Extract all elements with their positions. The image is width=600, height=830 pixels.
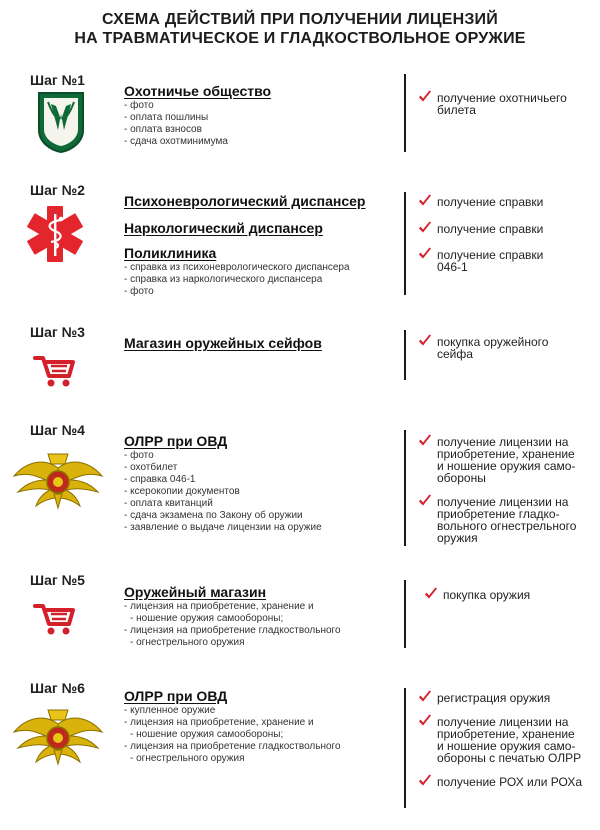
org-psychoneurological-dispensary: Психоневрологический диспансер (124, 193, 366, 209)
shopping-cart-icon (33, 348, 77, 392)
doc-item: - лицензия на приобретение гладкоствольного (124, 625, 341, 637)
doc-item: - оплата взносов (124, 124, 228, 136)
title-line-1: СХЕМА ДЕЙСТВИЙ ПРИ ПОЛУЧЕНИИ ЛИЦЕНЗИЙ (102, 11, 498, 28)
check-icon (418, 774, 432, 788)
required-docs (124, 262, 350, 298)
doc-item: - ксерокопии документов (124, 486, 322, 498)
result-text: билета (437, 103, 476, 117)
doc-item: - лицензия на приобретение гладкоствольного (124, 741, 341, 753)
result-text: регистрация оружия (437, 691, 551, 705)
check-icon (418, 247, 432, 261)
result-text: получение лицензии на (437, 715, 569, 729)
result-text: и ношение оружия само- (437, 459, 576, 473)
result-text: покупка оружия (443, 588, 531, 602)
doc-item: - фото (124, 286, 350, 298)
org-gun-store: Оружейный магазин (124, 584, 267, 600)
result-text: приобретение, хранение (437, 447, 575, 461)
doc-item: - фото (124, 450, 322, 462)
result-text: обороны (437, 471, 486, 485)
required-docs (124, 705, 341, 765)
divider (404, 688, 406, 808)
result-text: обороны с печатью ОЛРР (437, 751, 582, 765)
divider (404, 580, 406, 648)
divider (404, 330, 406, 380)
result-text: получение лицензии на (437, 435, 569, 449)
required-docs (124, 100, 228, 148)
org-licensing-department: ОЛРР при ОВД (124, 433, 228, 449)
doc-item-cont: - ношение оружия самообороны; (124, 613, 341, 625)
hunting-society-emblem-icon (36, 90, 86, 154)
result-text: 046-1 (437, 260, 468, 274)
result-text: получение справки (437, 222, 544, 236)
check-icon (418, 194, 432, 208)
result-text: получение охотничьего (437, 91, 567, 105)
result-text: приобретение гладко- (437, 507, 560, 521)
doc-item: - справка из наркологического диспансера (124, 274, 350, 286)
medical-star-icon (25, 204, 85, 264)
doc-item: - заявление о выдаче лицензии на оружие (124, 522, 322, 534)
doc-item-cont: - огнестрельного оружия (124, 753, 341, 765)
org-safe-store: Магазин оружейных сейфов (124, 335, 322, 351)
step-label: Шаг №3 (30, 324, 85, 340)
result-text: получение справки (437, 248, 544, 262)
doc-item-cont: - огнестрельного оружия (124, 637, 341, 649)
divider (404, 192, 406, 295)
shopping-cart-icon (33, 596, 77, 640)
result-text: и ношение оружия само- (437, 739, 576, 753)
result-text: вольного огнестрельного (437, 519, 577, 533)
doc-item: - оплата квитанций (124, 498, 322, 510)
org-licensing-department: ОЛРР при ОВД (124, 688, 228, 704)
check-icon (418, 434, 432, 448)
step-label: Шаг №4 (30, 422, 85, 438)
doc-item: - лицензия на приобретение, хранение и (124, 717, 341, 729)
step-label: Шаг №2 (30, 182, 85, 198)
doc-item: - лицензия на приобретение, хранение и (124, 601, 341, 613)
page-title (0, 10, 600, 48)
doc-item: - сдача экзамена по Закону об оружии (124, 510, 322, 522)
result-text: покупка оружейного (437, 335, 549, 349)
step-label: Шаг №1 (30, 72, 85, 88)
doc-item: - справка из психоневрологического диспансера (124, 262, 350, 274)
check-icon (418, 334, 432, 348)
check-icon (418, 494, 432, 508)
doc-item: - фото (124, 100, 228, 112)
police-emblem-icon (12, 450, 104, 510)
required-docs (124, 450, 322, 534)
doc-item-cont: - ношение оружия самообороны; (124, 729, 341, 741)
step-label: Шаг №5 (30, 572, 85, 588)
org-narcological-dispensary: Наркологический диспансер (124, 220, 323, 236)
result-text: получение лицензии на (437, 495, 569, 509)
step-label: Шаг №6 (30, 680, 85, 696)
doc-item: - справка 046-1 (124, 474, 322, 486)
doc-item: - сдача охотминимума (124, 136, 228, 148)
police-emblem-icon (12, 706, 104, 766)
check-icon (418, 90, 432, 104)
check-icon (418, 221, 432, 235)
org-hunting-society: Охотничье общество (124, 83, 272, 99)
title-line-2: НА ТРАВМАТИЧЕСКОЕ И ГЛАДКОСТВОЛЬНОЕ ОРУЖИЕ (74, 30, 526, 47)
check-icon (424, 587, 438, 601)
doc-item: - оплата пошлины (124, 112, 228, 124)
required-docs (124, 601, 341, 649)
result-text: получение справки (437, 195, 544, 209)
result-text: сейфа (437, 347, 473, 361)
doc-item: - охотбилет (124, 462, 322, 474)
check-icon (418, 690, 432, 704)
result-text: получение РОХ или РОХа (437, 775, 583, 789)
check-icon (418, 714, 432, 728)
divider (404, 74, 406, 152)
result-text: приобретение, хранение (437, 727, 575, 741)
result-text: оружия (437, 531, 478, 545)
divider (404, 430, 406, 546)
org-polyclinic: Поликлиника (124, 245, 217, 261)
doc-item: - купленное оружие (124, 705, 341, 717)
